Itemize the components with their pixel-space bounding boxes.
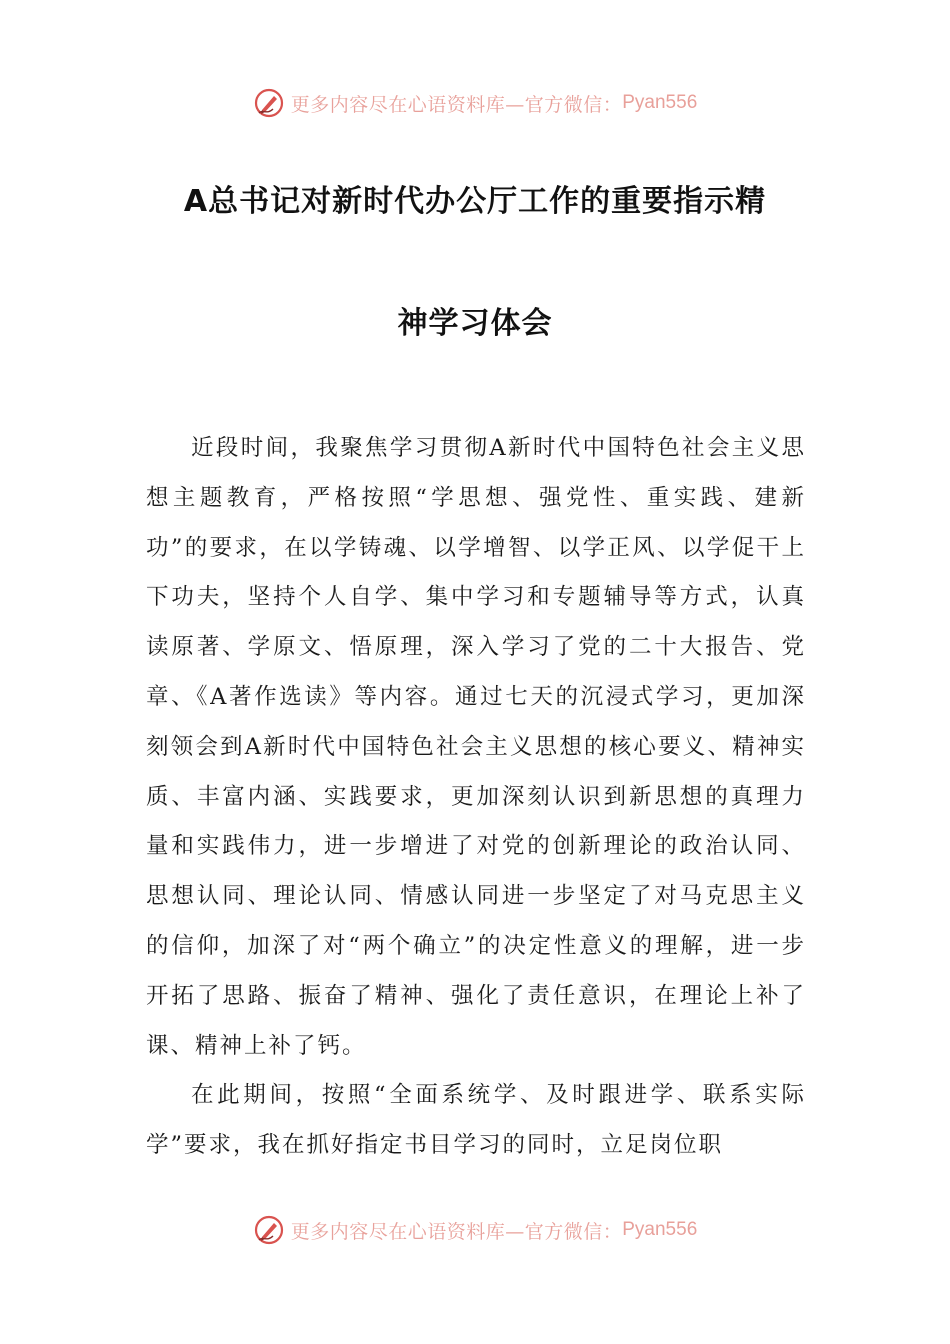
document-title-line-1: A总书记对新时代办公厅工作的重要指示精 xyxy=(183,184,767,219)
footer-watermark xyxy=(0,1212,950,1248)
body-paragraph-1: 近段时间，我聚焦学习贯彻A新时代中国特色社会主义思想主题教育，严格按照“学思想、强党性、重实践、建新功”的要求，在以学铸魂、以学增智、以学正风、以学促干上下功夫，坚持个人自学、集中学习和专题辅导等方式，认真读原著、学原文、悟原理，深入学习了党的二十大报告、党章、《A著作选读》等内容。通过七天的沉浸式学习，更加深刻领会到A新时代中国特色社会主义思想的核心要义、精神实质、丰富内涵、实践要求，更加深刻认识到新思想的真理力量和实践伟力，进一步增进了对党的创新理论的政治认同、思想认同、理论认同、情感认同进一步坚定了对马克思主义的信仰，加深了对“两个确立”的决定性意义的理解，进一步开拓了思路、振奋了精神、强化了责任意识，在理论上补了课、精神上补了钙。 xyxy=(146,435,806,1059)
pen-logo-icon xyxy=(253,1214,285,1246)
document-body xyxy=(146,424,806,1171)
watermark-wechat-id: Pyan556 xyxy=(622,92,698,113)
body-paragraph-2: 在此期间，按照“全面系统学、及时跟进学、联系实际学”要求，我在抓好指定书目学习的同时，立足岗位职 xyxy=(146,1082,806,1159)
watermark-text: 更多内容尽在心语资料库—官方微信： xyxy=(290,93,623,116)
watermark-text: 更多内容尽在心语资料库—官方微信： xyxy=(290,1220,623,1243)
watermark-wechat-id: Pyan556 xyxy=(622,1219,698,1240)
document-title-line-2: 神学习体会 xyxy=(397,306,553,341)
pen-logo-icon xyxy=(253,87,285,119)
header-watermark xyxy=(0,85,950,121)
